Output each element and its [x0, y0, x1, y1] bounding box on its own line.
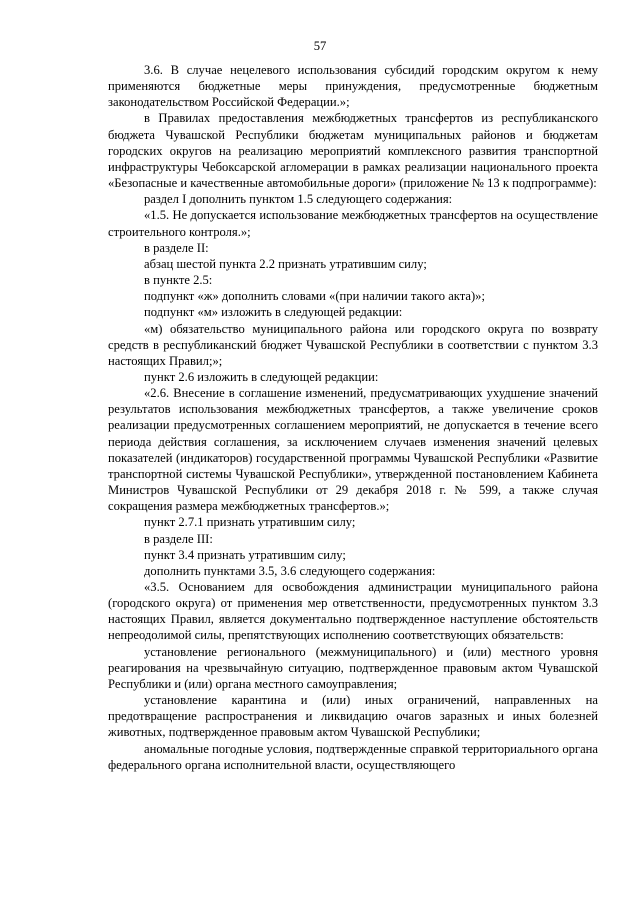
paragraph: дополнить пунктами 3.5, 3.6 следующего содержания:	[144, 563, 436, 578]
paragraph: в разделе III:	[144, 531, 213, 546]
page-number: 57	[313, 39, 327, 53]
paragraph: установление регионального (межмуниципального) и (или) местного уровня реагирования на чрезвычайную ситуацию, подтвержденное правовым актом Чувашской Республики и (или) органа местного самоуправления;	[108, 644, 598, 691]
paragraph: аномальные погодные условия, подтвержденные справкой территориального органа федерального органа исполнительной власти, осуществляющего	[108, 741, 598, 772]
paragraph: абзац шестой пункта 2.2 признать утратившим силу;	[144, 256, 427, 271]
paragraph: 3.6. В случае нецелевого использования субсидий городским округом к нему применяются бюджетные меры принуждения, предусмотренные бюджетным законодательством Российской Федерации.»;	[108, 63, 598, 110]
paragraph: «м) обязательство муниципального района или городского округа по возврату средств в республиканский бюджет Чувашской Республики в соответствии с пунктом 3.3 настоящих Правил;»;	[108, 321, 598, 368]
paragraph: пункт 3.4 признать утратившим силу;	[144, 547, 346, 562]
paragraph: подпункт «ж» дополнить словами «(при наличии такого акта)»;	[144, 289, 485, 304]
paragraph: раздел I дополнить пунктом 1.5 следующего содержания:	[144, 192, 453, 207]
paragraph: «3.5. Основанием для освобождения администрации муниципального района (городского округа) от применения мер ответственности, предусмотренных пунктом 3.3 настоящих Правил, является документально подтвержденное наступление обстоятельств непреодолимой силы, препятствующих исполнению соответствующих обязательств:	[108, 580, 598, 643]
paragraph: в пункте 2.5:	[144, 273, 213, 288]
document-body	[108, 62, 598, 773]
paragraph: «1.5. Не допускается использование межбюджетных трансфертов на осуществление строительного контроля.»;	[108, 208, 598, 239]
paragraph: пункт 2.6 изложить в следующей редакции:	[144, 369, 379, 384]
paragraph: пункт 2.7.1 признать утратившим силу;	[144, 515, 356, 530]
paragraph: в разделе II:	[144, 240, 209, 255]
paragraph: установление карантина и (или) иных ограничений, направленных на предотвращение распространения и ликвидацию очагов заразных и иных болезней животных, подтвержденное правовым актом Чувашской Республики;	[108, 693, 598, 740]
paragraph: подпункт «м» изложить в следующей редакции:	[144, 305, 403, 320]
paragraph: «2.6. Внесение в соглашение изменений, предусматривающих ухудшение значений результатов использования межбюджетных трансфертов, а также увеличение сроков реализации предусмотренных соглашением мероприятий, не допускается в течение всего периода действия соглашения, за исключением случаев изменения значений целевых показателей (индикаторов) государственной программы Чувашской Республики «Развитие транспортной системы Чувашской Республики», утвержденной постановлением Кабинета Министров Чувашской Республики от 29 декабря 2018 г. № 599, а также случая сокращения размера межбюджетных трансфертов.»;	[108, 386, 598, 514]
paragraph: в Правилах предоставления межбюджетных трансфертов из республиканского бюджета Чувашской Республики бюджетам муниципальных районов и бюджетам городских округов на реализацию мероприятий комплексного развития транспортной инфраструктуры Чебоксарской агломерации в рамках реализации национального проекта «Безопасные и качественные автомобильные дороги» (приложение № 13 к подпрограмме):	[108, 111, 598, 191]
